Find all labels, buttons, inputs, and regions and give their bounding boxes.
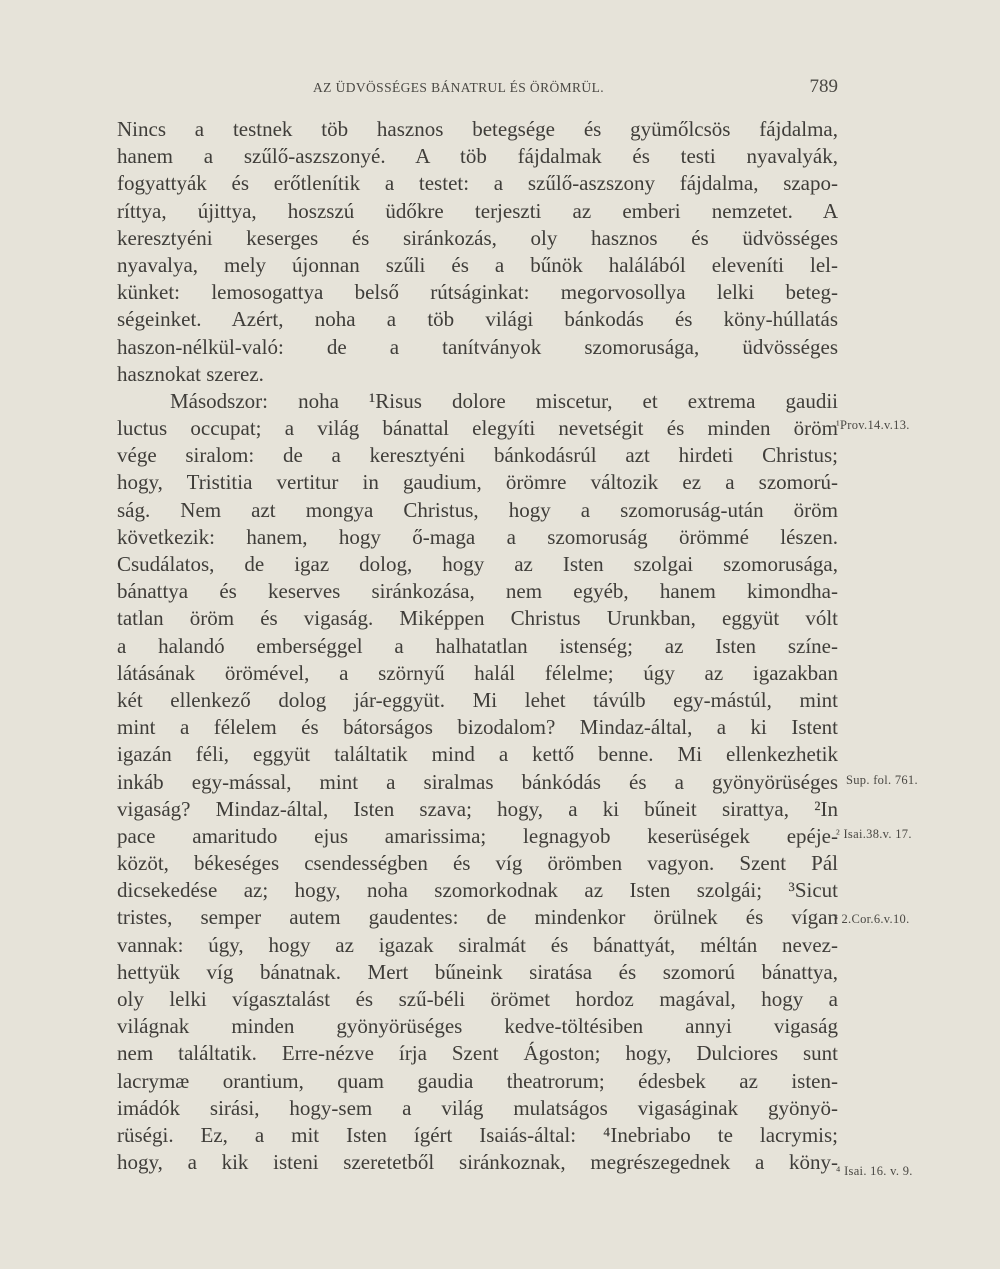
text-line: pace amaritudo ejus amarissima; legnagyob keserüségek epéje- xyxy=(117,823,838,848)
text-line: vége siralom: de a keresztyéni bánkodásrúl azt hirdeti Christus; xyxy=(117,443,838,468)
text-line: ségeinket. Azért, noha a töb világi bánkodás és köny-húllatás xyxy=(117,307,838,332)
text-line: vannak: úgy, hogy az igazak siralmát és bánattyát, méltán nevez- xyxy=(117,932,838,957)
text-line: hasznokat szerez. xyxy=(117,361,264,386)
margin-note: ² Isai.38.v. 17. xyxy=(836,827,912,841)
text-line: lacrymæ orantium, quam gaudia theatrorum; édesbek az isten- xyxy=(117,1068,838,1093)
text-line: rüségi. Ez, a mit Isten ígért Isaiás-által: ⁴Inebriabo te lacrymis; xyxy=(117,1122,838,1147)
running-header xyxy=(313,78,838,100)
margin-note: Sup. fol. 761. xyxy=(846,773,918,787)
text-line: két ellenkező dolog jár-eggyüt. Mi lehet távúlb egy-mástúl, mint xyxy=(117,687,838,712)
margin-note: ³ 2.Cor.6.v.10. xyxy=(834,912,910,926)
text-line: künket: lemosogattya belső rútságinkat: megorvosollya lelki beteg- xyxy=(117,280,838,305)
text-line: nyavalya, mely újonnan szűli és a bűnök halálából eleveníti lel- xyxy=(117,252,838,277)
margin-note: ¹Prov.14.v.13. xyxy=(836,418,910,432)
text-line: Nincs a testnek töb hasznos betegsége és gyümőlcsös fájdalma, xyxy=(117,117,838,141)
text-line: hettyük víg bánatnak. Mert bűneink siratása és szomorú bánattya, xyxy=(117,959,838,984)
text-line: ríttya, újittya, hoszszú üdőkre terjeszti az emberi nemzetet. A xyxy=(117,198,838,223)
page-number: 789 xyxy=(809,76,838,97)
text-line: haszon-nélkül-való: de a tanítványok szomorusága, üdvösséges xyxy=(117,334,838,359)
text-line: ság. Nem azt mongya Christus, hogy a szomoruság-után öröm xyxy=(117,497,838,522)
text-line: nem találtatik. Erre-nézve írja Szent Ágoston; hogy, Dulciores sunt xyxy=(117,1041,838,1066)
text-line: tatlan öröm és vigaság. Miképpen Christus Urunkban, eggyüt vólt xyxy=(117,606,838,631)
text-line: keresztyéni keserges és siránkozás, oly hasznos és üdvösséges xyxy=(117,225,838,250)
text-line: dicsekedése az; hogy, noha szomorkodnak az Isten szolgái; ³Sicut xyxy=(117,878,838,903)
text-line: luctus occupat; a világ bánattal elegyíti nevetségit és minden öröm xyxy=(117,416,838,441)
text-line: igazán féli, eggyüt találtatik mind a kettő benne. Mi ellenkezhetik xyxy=(117,742,838,767)
running-head-title: AZ ÜDVÖSSÉGES BÁNATRUL ÉS ÖRÖMRÜL. xyxy=(313,80,604,95)
text-line: Másodszor: noha ¹Risus dolore miscetur, et extrema gaudii xyxy=(170,388,838,413)
text-line: mint a félelem és bátorságos bizodalom? Mindaz-által, a ki Istent xyxy=(117,715,838,740)
text-line: hogy, Tristitia vertitur in gaudium, örömre változik ez a szomorú- xyxy=(117,470,838,495)
text-line: a halandó emberséggel a halhatatlan istenség; az Isten színe- xyxy=(117,633,838,658)
text-line: hanem a szűlő-aszszonyé. A töb fájdalmak és testi nyavalyák, xyxy=(117,144,838,169)
text-line: hogy, a kik isteni szeretetből siránkoznak, megrészegednek a köny- xyxy=(117,1150,838,1175)
text-line: tristes, semper autem gaudentes: de mindenkor örülnek és vígan xyxy=(117,905,838,930)
text-line: világnak minden gyönyörüséges kedve-töltésiben annyi vigaság xyxy=(117,1014,838,1039)
body-text xyxy=(117,116,838,1176)
text-line: inkáb egy-mással, mint a siralmas bánkódás és a gyönyörüséges xyxy=(117,769,838,794)
text-line: bánattya és keserves siránkozása, nem egyéb, hanem kimondha- xyxy=(117,579,838,604)
text-line: fogyattyák és erőtlenítik a testet: a szűlő-aszszony fájdalma, szapo- xyxy=(117,171,838,196)
margin-note: ⁴ Isai. 16. v. 9. xyxy=(836,1164,913,1178)
text-line: oly lelki vígasztalást és szű-béli örömet hordoz magával, hogy a xyxy=(117,987,838,1011)
text-line: következik: hanem, hogy ő-maga a szomoruság örömmé lészen. xyxy=(117,524,838,549)
text-line: látásának örömével, a szörnyű halál félelme; úgy az igazakban xyxy=(117,660,838,685)
text-line: imádók sirási, hogy-sem a világ mulatságos vigaságinak gyönyö- xyxy=(117,1095,838,1120)
text-line: vigaság? Mindaz-által, Isten szava; hogy, a ki bűneit sirattya, ²In xyxy=(117,796,838,821)
text-line: közöt, békeséges csendességben és víg örömben vagyon. Szent Pál xyxy=(117,851,838,876)
text-line: Csudálatos, de igaz dolog, hogy az Isten szolgai szomorusága, xyxy=(117,552,838,576)
